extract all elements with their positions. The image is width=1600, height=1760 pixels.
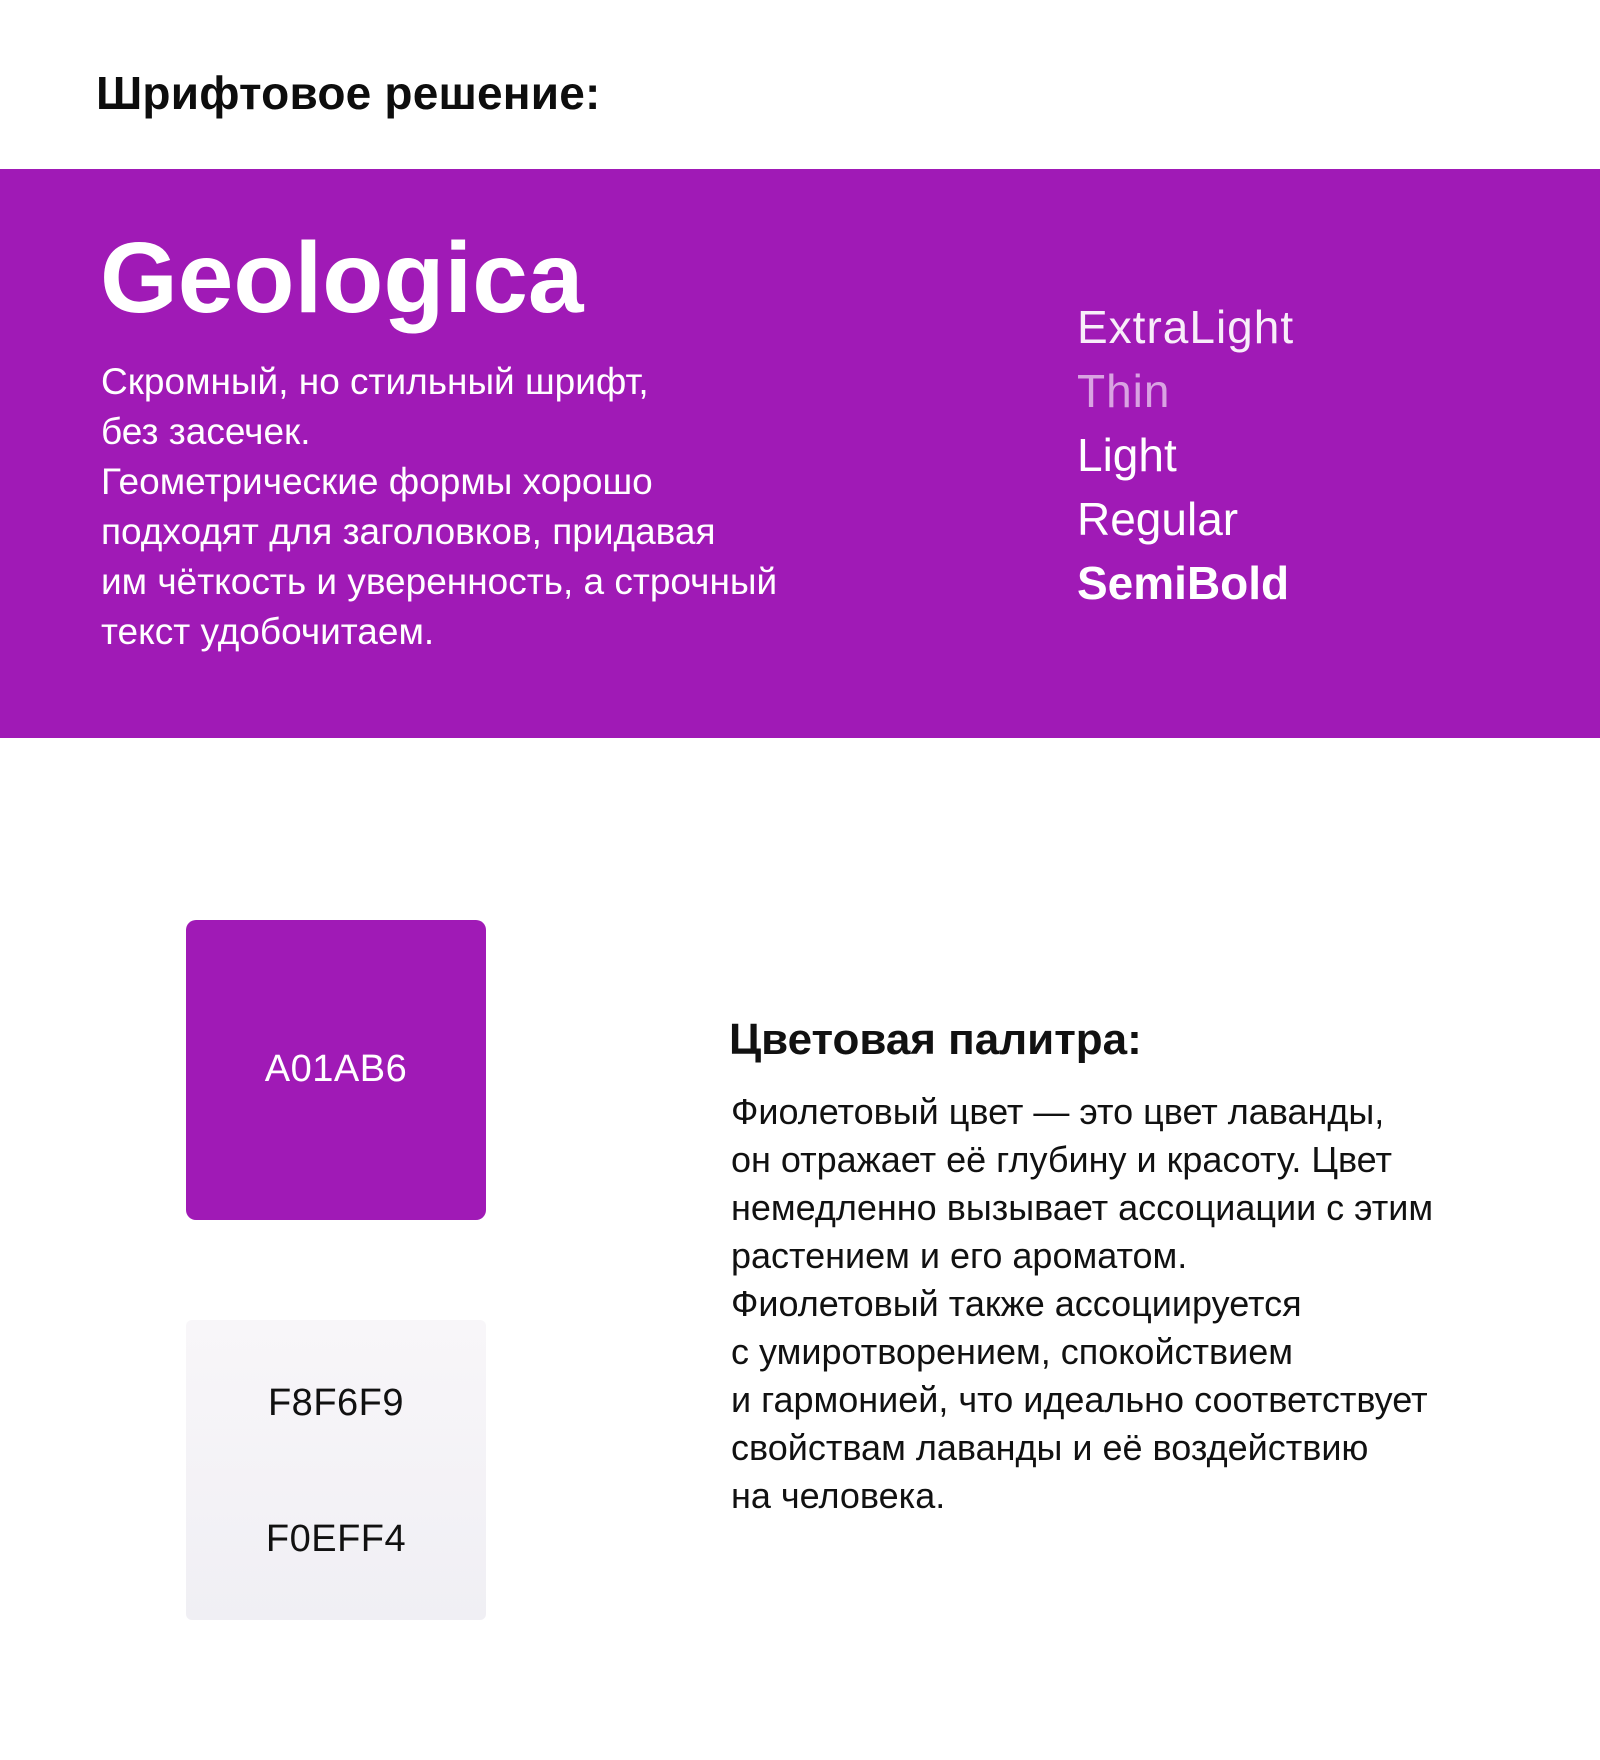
palette-description-line: растением и его ароматом.: [731, 1235, 1188, 1276]
palette-description: [731, 1088, 1551, 1520]
palette-description-line: немедленно вызывает ассоциации с этим: [731, 1187, 1434, 1228]
primary-color-swatch: [186, 920, 486, 1220]
weight-thin: Thin: [1077, 365, 1171, 417]
font-description-line: им чёткость и уверенность, а строчный: [101, 561, 778, 602]
palette-description-line: Фиолетовый также ассоциируется: [731, 1283, 1302, 1324]
palette-description-line: на человека.: [731, 1475, 946, 1516]
palette-description-line: и гармонией, что идеально соответствует: [731, 1379, 1428, 1420]
font-name: Geologica: [100, 222, 584, 334]
palette-heading: Цветовая палитра:: [729, 1015, 1142, 1064]
font-description: [101, 357, 921, 657]
neutral-color-code-light: F8F6F9: [267, 1382, 405, 1424]
font-description-line: без засечек.: [101, 411, 311, 452]
font-description-line: текст удобочитаем.: [101, 611, 435, 652]
neutral-color-swatch: [186, 1320, 486, 1620]
neutral-color-code-dark: F0EFF4: [265, 1518, 407, 1560]
palette-description-line: он отражает её глубину и красоту. Цвет: [731, 1139, 1392, 1180]
palette-description-line: Фиолетовый цвет — это цвет лаванды,: [731, 1091, 1385, 1132]
palette-description-line: с умиротворением, спокойствием: [731, 1331, 1294, 1372]
font-weight-list: [1077, 295, 1294, 615]
typography-heading: Шрифтовое решение:: [96, 67, 601, 119]
weight-extralight: ExtraLight: [1077, 301, 1295, 353]
font-description-line: Скромный, но стильный шрифт,: [101, 361, 649, 402]
weight-semibold: SemiBold: [1077, 557, 1290, 609]
font-description-line: Геометрические формы хорошо: [101, 461, 653, 502]
weight-light: Light: [1077, 429, 1177, 481]
primary-color-code: A01AB6: [264, 1048, 408, 1090]
palette-description-line: свойствам лаванды и её воздействию: [731, 1427, 1369, 1468]
weight-regular: Regular: [1077, 493, 1239, 545]
font-description-line: подходят для заголовков, придавая: [101, 511, 716, 552]
